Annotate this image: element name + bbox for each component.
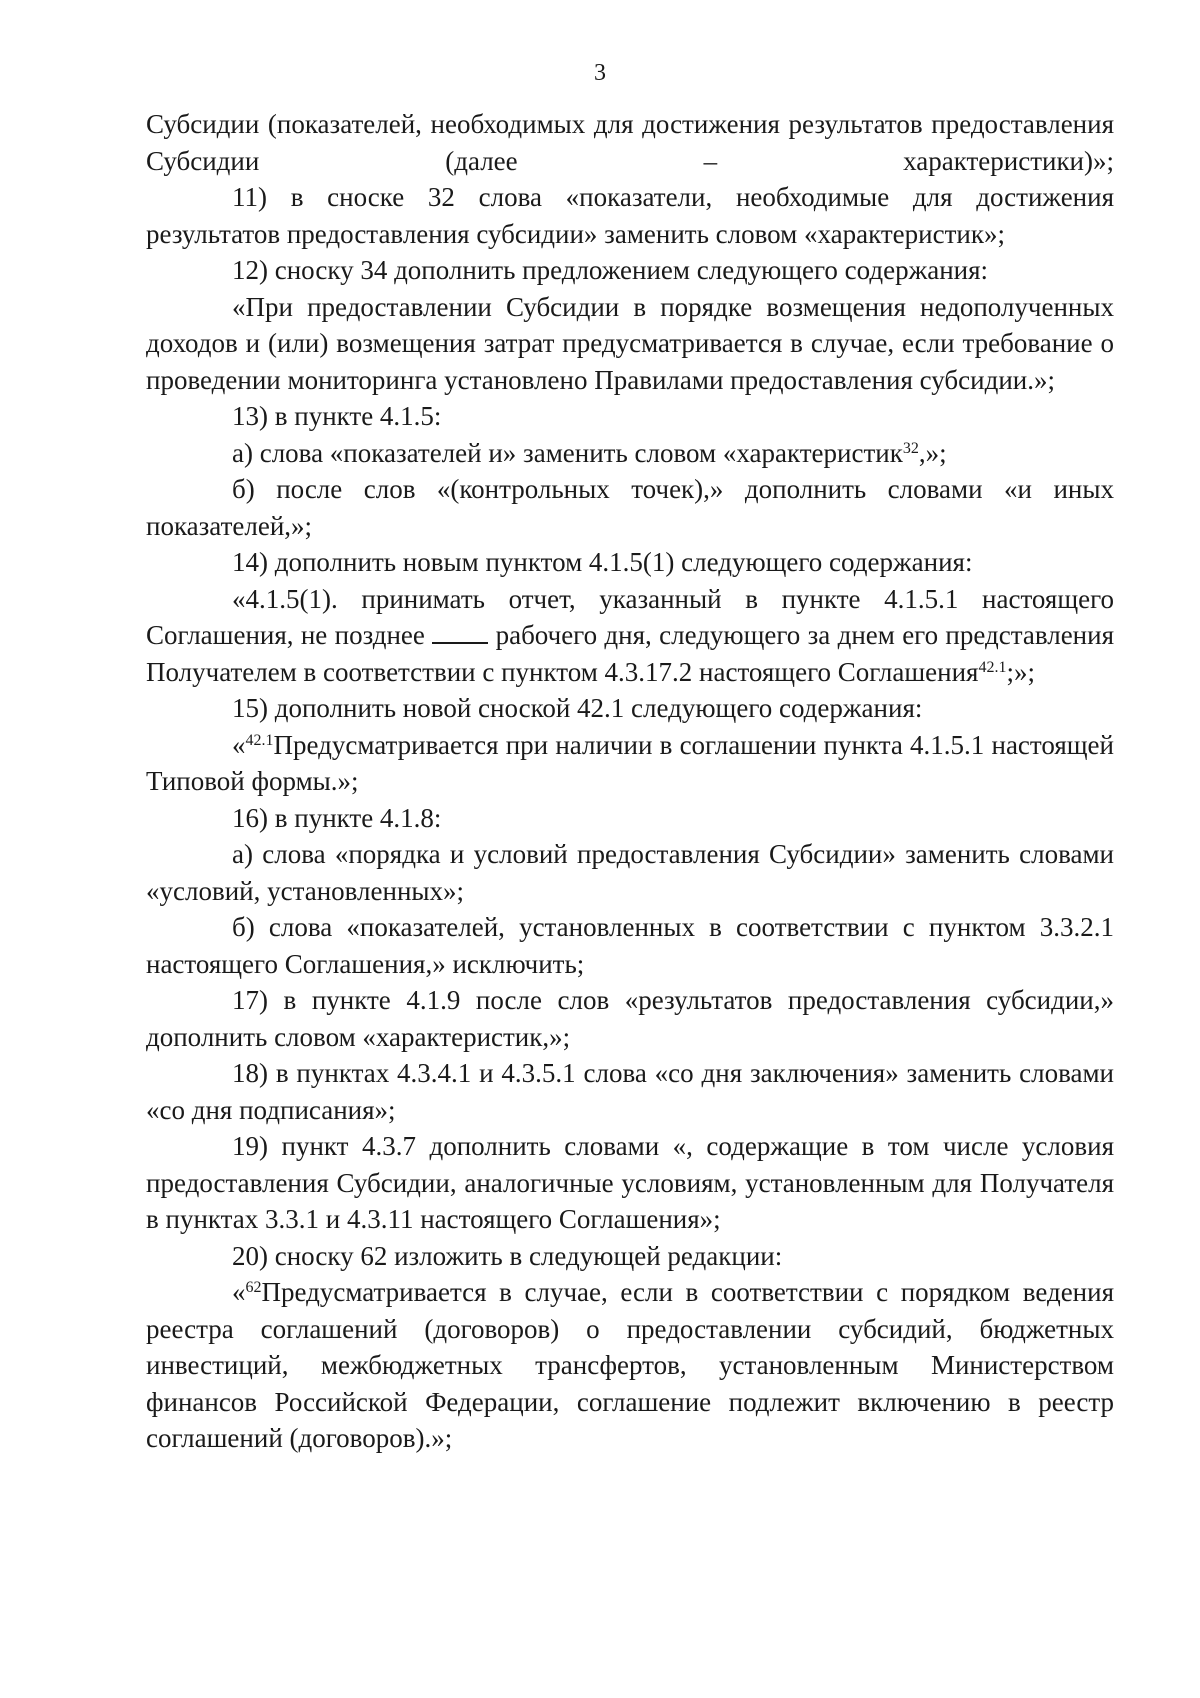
paragraph-text: а) слова «порядка и условий предоставления Субсидии» заменить словами «условий, установленных»;	[146, 839, 1114, 906]
blank-field	[432, 622, 488, 644]
paragraph-text: 20) сноску 62 изложить в следующей редакции:	[232, 1240, 783, 1271]
paragraph-quote-footnote-62	[146, 1274, 1114, 1457]
paragraph-text: 15) дополнить новой сноской 42.1 следующего содержания:	[232, 693, 923, 723]
footnote-reference: 32	[902, 439, 919, 457]
paragraph-item-12	[146, 252, 1114, 289]
paragraph-item-13b	[146, 471, 1114, 544]
paragraph-text: 11) в сноске 32 слова «показатели, необходимые для достижения результатов предоставления субсидии» заменить словом «характеристик»;	[146, 182, 1114, 249]
paragraph-text: ,»;	[918, 437, 947, 468]
paragraph-text: 18) в пунктах 4.3.4.1 и 4.3.5.1 слова «со дня заключения» заменить словами «со дня подписания»;	[146, 1058, 1114, 1125]
paragraph-text: Субсидии (показателей, необходимых для достижения результатов предоставления Субсидии (далее – характеристики)»;	[146, 109, 1114, 176]
paragraph-text: 17) в пункте 4.1.9 после слов «результатов предоставления субсидии,» дополнить словом «характеристик,»;	[146, 985, 1114, 1052]
paragraph-text: 14) дополнить новым пунктом 4.1.5(1) следующего содержания:	[232, 547, 973, 577]
paragraph-item-16a	[146, 836, 1114, 909]
paragraph-text: 19) пункт 4.3.7 дополнить словами «, содержащие в том числе условия предоставления Субсидии, аналогичные условиям, установленным для Получателя в пунктах 3.3.1 и 4.3.11 настоящего Соглашения»;	[146, 1131, 1114, 1234]
paragraph-item-11	[146, 179, 1114, 252]
paragraph-quote-footnote-42-1	[146, 727, 1114, 800]
paragraph-quote-4-1-5-1	[146, 581, 1114, 691]
paragraph-text: а) слова «показателей и» заменить словом «характеристик	[232, 437, 903, 468]
footnote-reference: 42.1	[978, 658, 1007, 676]
paragraph-item-16	[146, 800, 1114, 837]
paragraph-text: Предусматривается в случае, если в соответствии с порядком ведения реестра соглашений (договоров) о предоставлении субсидий, бюджетных инвестиций, межбюджетных трансфертов, установленным Министерством финансов Российской Федерации, соглашение подлежит включению в реестр соглашений (договоров).»;	[146, 1277, 1114, 1453]
paragraph-item-14	[146, 544, 1114, 581]
paragraph-text: «При предоставлении Субсидии в порядке возмещения недополученных доходов и (или) возмещения затрат предусматривается в случае, если требование о проведении мониторинга установлено Правилами предоставления субсидии.»;	[146, 291, 1114, 395]
paragraph-item-20	[146, 1238, 1114, 1275]
paragraph-text: б) после слов «(контрольных точек),» дополнить словами «и иных показателей,»;	[146, 474, 1114, 541]
paragraph-text: «	[232, 729, 246, 760]
footnote-reference: 62	[245, 1279, 262, 1296]
paragraph-item-19	[146, 1128, 1114, 1238]
document-body	[146, 106, 1114, 1457]
paragraph-text: 13) в пункте 4.1.5:	[232, 401, 442, 431]
paragraph-item-13a	[146, 435, 1114, 472]
paragraph-text: «4.1.5(1). принимать отчет, указанный в пункте 4.1.5.1 настоящего Соглашения, не позднее	[146, 583, 1114, 650]
page-number: 3	[594, 60, 606, 86]
paragraph-item-15	[146, 690, 1114, 727]
paragraph-item-17	[146, 982, 1114, 1055]
paragraph-quote-monitoring	[146, 289, 1114, 399]
paragraph-text: 16) в пункте 4.1.8:	[232, 802, 442, 833]
paragraph-item-16b	[146, 909, 1114, 982]
paragraph-continuation	[146, 106, 1114, 179]
paragraph-text: 12) сноску 34 дополнить предложением следующего содержания:	[232, 255, 989, 285]
paragraph-text: ;»;	[1006, 656, 1035, 687]
paragraph-text: рабочего дня, следующего за днем его представления Получателем в соответствии с пунктом 4.3.17.2 настоящего Соглашения	[146, 620, 1114, 687]
paragraph-item-18	[146, 1055, 1114, 1128]
paragraph-text: «	[232, 1277, 246, 1307]
paragraph-text: б) слова «показателей, установленных в соответствии с пунктом 3.3.2.1 настоящего Соглашения,» исключить;	[146, 912, 1114, 979]
paragraph-item-13	[146, 398, 1114, 435]
footnote-reference: 42.1	[245, 731, 274, 749]
paragraph-text: Предусматривается при наличии в соглашении пункта 4.1.5.1 настоящей Типовой формы.»;	[146, 729, 1114, 796]
